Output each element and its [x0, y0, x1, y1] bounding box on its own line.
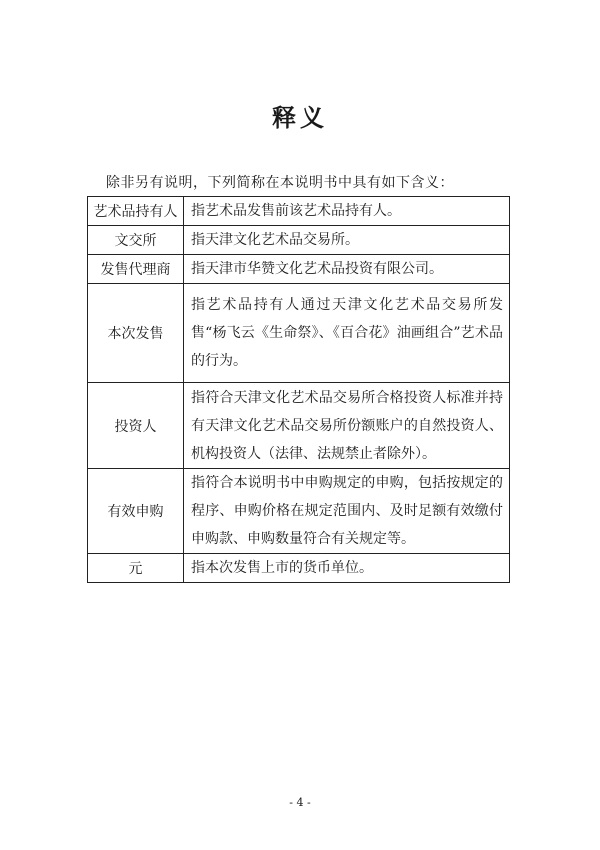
- meaning-cell: 指符合本说明书中申购规定的申购，包括按规定的程序、申购价格在规定范围内、及时足额有效缴付申购款、申购数量符合有关规定等。: [184, 469, 510, 554]
- term-cell: 艺术品持有人: [88, 197, 184, 226]
- table-row: [88, 469, 510, 554]
- table-row: [88, 284, 510, 383]
- meaning-cell: 指天津市华赞文化艺术品投资有限公司。: [184, 255, 510, 284]
- table-row: [88, 554, 510, 583]
- page-number: - 4 -: [289, 796, 311, 809]
- table-row: [88, 226, 510, 255]
- meaning-cell: 指天津文化艺术品交易所。: [184, 226, 510, 255]
- term-cell: 发售代理商: [88, 255, 184, 284]
- table-row: [88, 383, 510, 469]
- meaning-cell: 指符合天津文化艺术品交易所合格投资人标准并持有天津文化艺术品交易所份额账户的自然投资人、机构投资人（法律、法规禁止者除外）。: [184, 383, 510, 469]
- term-cell: 文交所: [88, 226, 184, 255]
- meaning-cell: 指艺术品发售前该艺术品持有人。: [184, 197, 510, 226]
- page-title: 释义: [272, 103, 328, 132]
- table-row: [88, 255, 510, 284]
- term-cell: 元: [88, 554, 184, 583]
- term-cell: 有效申购: [88, 469, 184, 554]
- meaning-cell: 指艺术品持有人通过天津文化艺术品交易所发售“杨飞云《生命祭》、《百合花》油画组合”艺术品的行为。: [184, 284, 510, 383]
- term-cell: 投资人: [88, 383, 184, 469]
- definitions-table: [87, 196, 510, 583]
- term-cell: 本次发售: [88, 284, 184, 383]
- table-row: [88, 197, 510, 226]
- intro-text: 除非另有说明，下列简称在本说明书中具有如下含义：: [106, 175, 454, 191]
- meaning-cell: 指本次发售上市的货币单位。: [184, 554, 510, 583]
